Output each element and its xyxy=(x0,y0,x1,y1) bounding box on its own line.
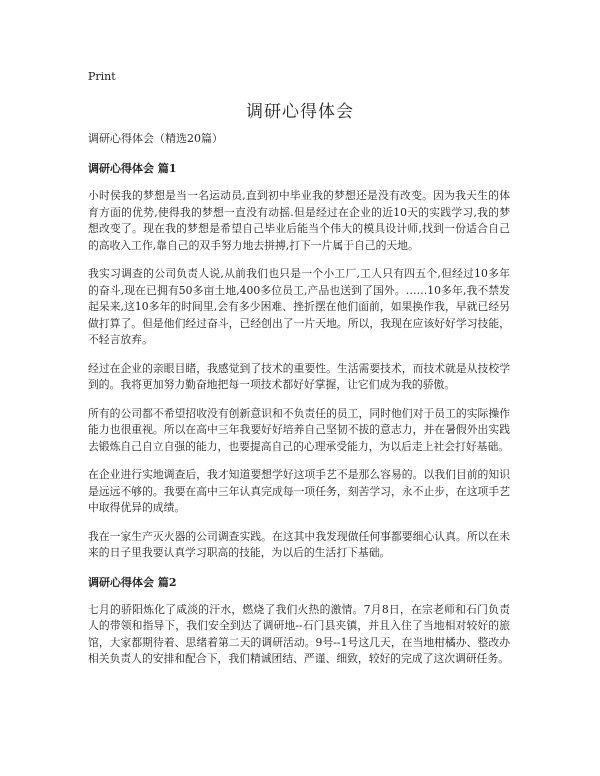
paragraph: 七月的骄阳炼化了咸淡的汗水，燃烧了我们火热的激情。7月8日，在宗老师和石门负责人的带领和指导下，我们安全到达了调研地--石门县夹镇，并且入住了当地相对较好的旅馆，大家都期待着、思绪着第二天的调研活动。9号--1号这几天，在当地柑橘办、整改办相关负责人的安排和配合下，我们精诚团结、严谨、细致，较好的完成了这次调研任务。 xyxy=(88,602,510,665)
section-2 xyxy=(88,574,510,668)
paragraph: 所有的公司都不希望招收没有创新意识和不负责任的员工，同时他们对于员工的实际操作能力也很重视。所以在高中三年我要好好培养自己坚韧不拔的意志力，并在暑假外出实践去锻炼自己自立自强的能力，也要提高自己的心理承受能力，为以后走上社会打好基础。 xyxy=(88,406,510,453)
paragraph: 我在一家生产灭火器的公司调查实践。在这其中我发现做任何事都要细心认真。所以在未来的日子里我要认真学习职高的技能，为以后的生活打下基础。 xyxy=(88,529,510,559)
paragraph: 我实习调查的公司负责人说,从前我们也只是一个小工厂,工人只有四五个,但经过10多年的奋斗,现在已拥有50多亩土地,400多位员工,产品也送到了国外。……10多年,我不禁发起呆来,这10多年的时间里,会有多少困难、挫折摆在他们面前，如果换作我，早就已经另做打算了。但是他们经过奋斗，已经创出了一片天地。所以，我现在应该好好学习技能，不轻言放弃。 xyxy=(88,267,510,346)
document-title: 调研心得体会 xyxy=(246,102,354,122)
paragraph: 经过在企业的亲眼目睹，我感觉到了技术的重要性。生活需要技术，而技术就是从技校学到的。我将更加努力勤奋地把每一项技术都好好掌握，让它们成为我的骄傲。 xyxy=(88,361,510,391)
document-content xyxy=(88,160,510,680)
section-heading: 调研心得体会 篇2 xyxy=(88,575,177,589)
document-subtitle: 调研心得体会（精选20篇） xyxy=(88,132,223,145)
section-heading: 调研心得体会 篇1 xyxy=(88,162,177,175)
section-1 xyxy=(88,160,510,562)
print-link[interactable]: Print xyxy=(88,70,116,83)
paragraph: 小时侯我的梦想是当一名运动员,直到初中毕业我的梦想还是没有改变。因为我天生的体育方面的优势,使得我的梦想一直没有动摇.但是经过在企业的近10天的实践学习,我的梦想改变了。现在我的梦想是希望自己毕业后能当个伟大的模具设计师,找到一份适合自己的高收入工作,靠自己的双手努力地去拼搏,打下一片属于自己的天地。 xyxy=(88,189,510,252)
paragraph: 在企业进行实地调查后，我才知道要想学好这项手艺不是那么容易的。以我们目前的知识是远远不够的。我要在高中三年认真完成每一项任务，刻苦学习，永不止步，在这项手艺中取得优异的成绩。 xyxy=(88,468,510,514)
